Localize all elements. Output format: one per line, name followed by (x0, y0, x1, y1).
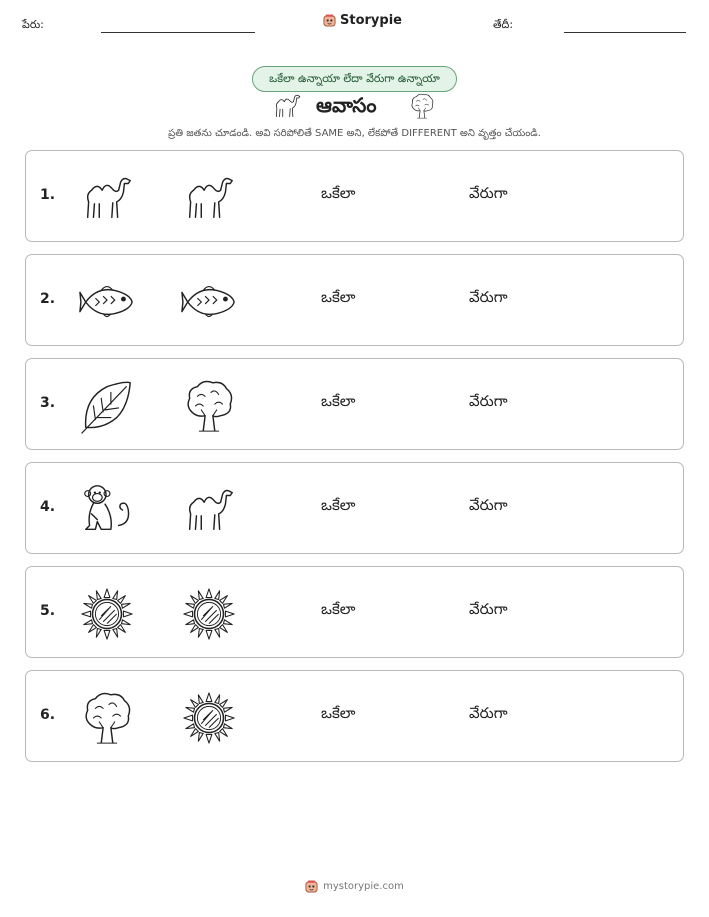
question-number: 1. (40, 187, 56, 203)
storypie-logo-icon (323, 14, 336, 27)
camel-decoration-icon (270, 90, 304, 122)
leaf-icon (78, 377, 136, 435)
question-row (25, 358, 684, 450)
same-option[interactable]: ఒకేలా (321, 288, 356, 306)
question-number: 2. (40, 291, 56, 307)
question-number: 6. (40, 707, 56, 723)
different-option[interactable]: వేరుగా (469, 600, 508, 618)
question-number: 3. (40, 395, 56, 411)
footer-url[interactable]: mystorypie.com (323, 881, 404, 892)
name-label: పేరు: (22, 18, 44, 31)
fish-icon (78, 273, 136, 331)
same-option[interactable]: ఒకేలా (321, 496, 356, 514)
brand-name: Storypie (340, 13, 402, 28)
name-line[interactable] (101, 32, 255, 33)
camel-icon (78, 169, 136, 227)
different-option[interactable]: వేరుగా (469, 704, 508, 722)
question-row (25, 670, 684, 762)
storypie-logo-icon (305, 880, 318, 893)
same-option[interactable]: ఒకేలా (321, 392, 356, 410)
different-option[interactable]: వేరుగా (469, 184, 508, 202)
same-option[interactable]: ఒకేలా (321, 600, 356, 618)
brand (323, 13, 402, 28)
sun-icon (78, 585, 136, 643)
footer (0, 880, 709, 893)
page-title: ఆవాసం (316, 93, 377, 117)
tree-decoration-icon (408, 90, 436, 122)
different-option[interactable]: వేరుగా (469, 288, 508, 306)
question-number: 5. (40, 603, 56, 619)
date-line[interactable] (564, 32, 686, 33)
question-number: 4. (40, 499, 56, 515)
sun-icon (180, 585, 238, 643)
instructions: ప్రతి జతను చూడండి. అవి సరిపోలితే SAME అని, లేకపోతే DIFFERENT అని వృత్తం చేయండి. (168, 128, 541, 139)
different-option[interactable]: వేరుగా (469, 392, 508, 410)
sun-icon (180, 689, 238, 747)
camel-icon (180, 481, 238, 539)
same-option[interactable]: ఒకేలా (321, 184, 356, 202)
camel-icon (180, 169, 238, 227)
fish-icon (180, 273, 238, 331)
monkey-icon (78, 481, 136, 539)
question-row (25, 254, 684, 346)
different-option[interactable]: వేరుగా (469, 496, 508, 514)
question-row (25, 150, 684, 242)
same-option[interactable]: ఒకేలా (321, 704, 356, 722)
date-label: తేదీ: (493, 18, 514, 31)
topic-badge: ఒకేలా ఉన్నాయా లేదా వేరుగా ఉన్నాయా (252, 66, 457, 92)
question-row (25, 462, 684, 554)
tree-icon (78, 689, 136, 747)
tree-icon (180, 377, 238, 435)
question-row (25, 566, 684, 658)
